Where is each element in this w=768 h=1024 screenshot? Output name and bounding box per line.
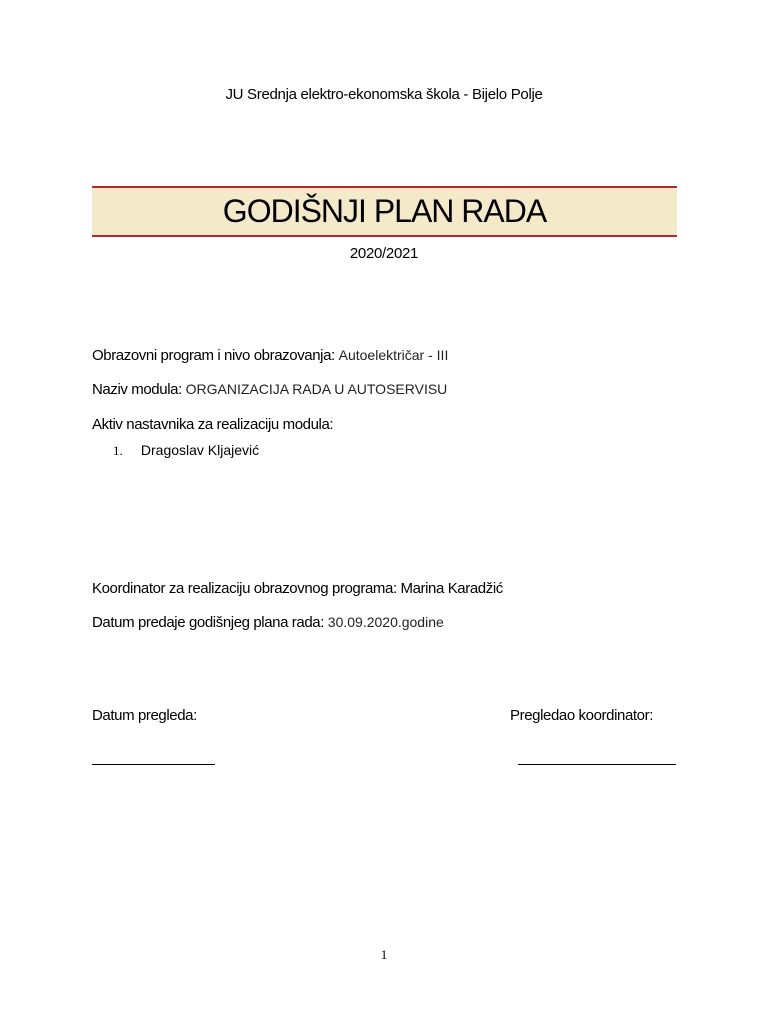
module-label: Naziv modula:	[92, 381, 182, 398]
submission-value: 30.09.2020.godine	[327, 614, 444, 630]
page-number: 1	[380, 947, 388, 962]
review-date-label: Datum pregleda:	[92, 707, 197, 724]
submission-label: Datum predaje godišnjeg plana rada:	[92, 614, 324, 631]
school-header: JU Srednja elektro-ekonomska škola - Bijelo Polje	[225, 86, 543, 103]
review-date-signature-line	[92, 764, 215, 765]
list-item	[113, 442, 259, 459]
submission-row	[92, 614, 444, 631]
program-row	[92, 347, 448, 364]
module-value: ORGANIZACIJA RADA U AUTOSERVISU	[185, 381, 448, 397]
title-band	[92, 186, 677, 237]
reviewer-signature-line	[518, 764, 676, 765]
coordinator-row: Koordinator za realizaciju obrazovnog programa: Marina Karadžić	[92, 580, 503, 597]
program-label: Obrazovni program i nivo obrazovanja:	[92, 347, 335, 364]
program-value: Autoelektričar - III	[338, 347, 449, 363]
list-number: 1.	[113, 443, 123, 458]
reviewer-label: Pregledao koordinator:	[510, 707, 653, 724]
school-year: 2020/2021	[349, 245, 419, 262]
module-row	[92, 381, 447, 398]
page-title: GODIŠNJI PLAN RADA	[222, 193, 547, 229]
aktiv-label: Aktiv nastavnika za realizaciju modula:	[92, 416, 334, 433]
member-name: Dragoslav Kljajević	[140, 442, 260, 458]
